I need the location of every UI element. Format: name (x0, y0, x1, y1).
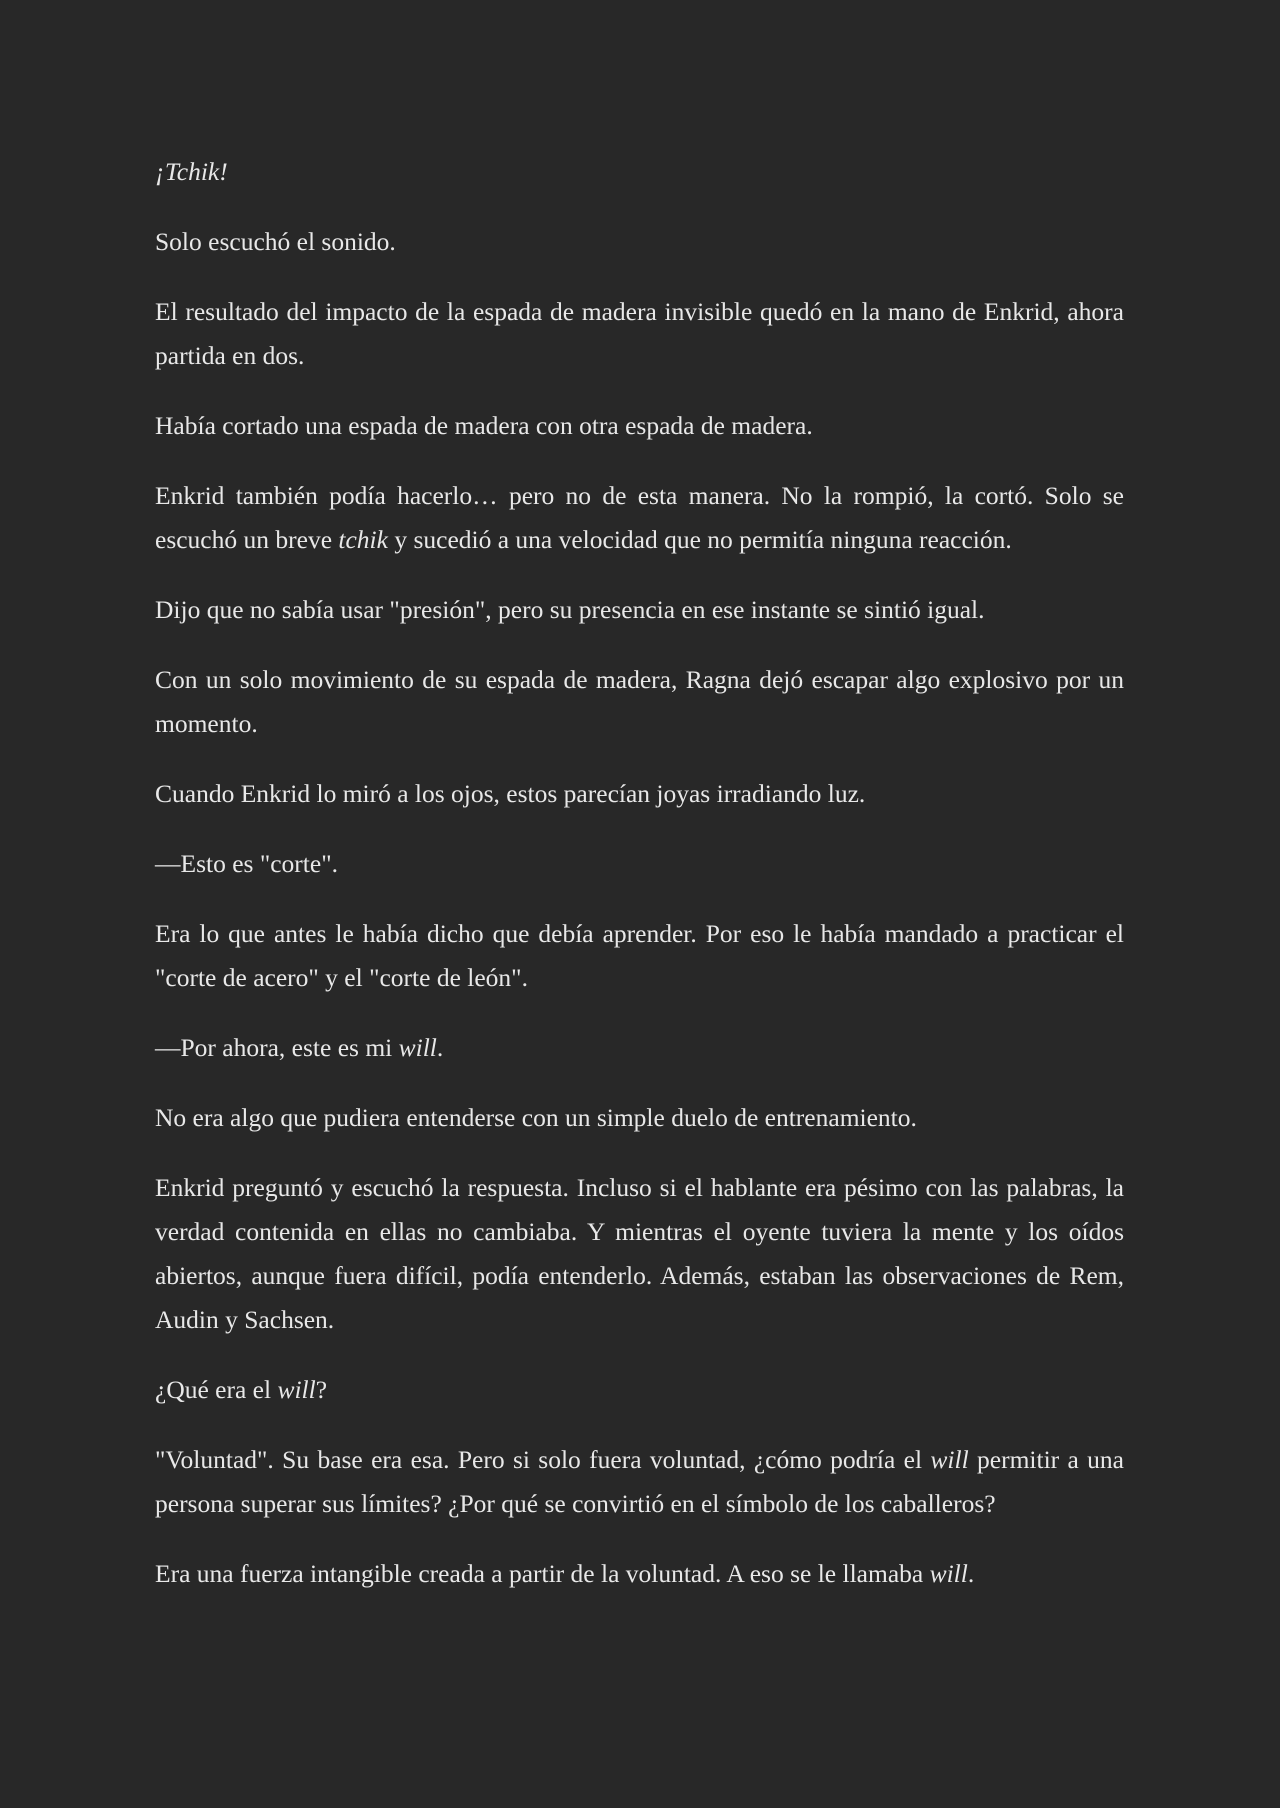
paragraph-text: Era lo que antes le había dicho que debía aprender. Por eso le había mandado a practicar el "corte de acero" y el "corte de león". (155, 919, 1124, 992)
paragraph-text: No era algo que pudiera entenderse con un simple duelo de entrenamiento. (155, 1103, 917, 1132)
paragraph-text: "Voluntad". Su base era esa. Pero si solo fuera voluntad, ¿cómo podría el (155, 1445, 931, 1474)
emphasized-text: will (398, 1033, 437, 1062)
story-paragraph (155, 1026, 1124, 1070)
emphasized-text: ¡Tchik! (155, 157, 228, 186)
story-paragraph (155, 1368, 1124, 1412)
paragraph-text: Había cortado una espada de madera con otra espada de madera. (155, 411, 813, 440)
story-paragraph (155, 290, 1124, 378)
chapter-text (155, 150, 1124, 1622)
story-paragraph (155, 772, 1124, 816)
story-paragraph (155, 1096, 1124, 1140)
emphasized-text: will (277, 1375, 316, 1404)
paragraph-text: y sucedió a una velocidad que no permitía ninguna reacción. (387, 525, 1012, 554)
paragraph-text: El resultado del impacto de la espada de madera invisible quedó en la mano de Enkrid, ahora partida en dos. (155, 297, 1124, 370)
emphasized-text: will (930, 1445, 969, 1474)
story-paragraph (155, 474, 1124, 562)
paragraph-text: —Esto es "corte". (155, 849, 338, 878)
paragraph-text: permitir a una persona superar sus límites? ¿Por qué se convirtió en el símbolo de los caballeros? (155, 1445, 1124, 1518)
story-paragraph (155, 150, 1124, 194)
paragraph-text: Con un solo movimiento de su espada de madera, Ragna dejó escapar algo explosivo por un momento. (155, 665, 1124, 738)
story-paragraph (155, 220, 1124, 264)
paragraph-text: ¿Qué era el (155, 1375, 278, 1404)
emphasized-text: tchik (338, 525, 388, 554)
story-paragraph (155, 912, 1124, 1000)
emphasized-text: will (929, 1559, 968, 1588)
paragraph-text: . (436, 1033, 444, 1062)
paragraph-text: Solo escuchó el sonido. (155, 227, 396, 256)
paragraph-text: —Por ahora, este es mi (155, 1033, 399, 1062)
story-paragraph (155, 1438, 1124, 1526)
paragraph-text: Enkrid también podía hacerlo… pero no de esta manera. No la rompió, la cortó. Solo se escuchó un breve (155, 481, 1124, 554)
paragraph-text: Dijo que no sabía usar "presión", pero su presencia en ese instante se sintió igual. (155, 595, 985, 624)
paragraph-text: Enkrid preguntó y escuchó la respuesta. Incluso si el hablante era pésimo con las palabras, la verdad contenida en ellas no cambiaba. Y mientras el oyente tuviera la mente y los oídos abiertos, aunque fuera difícil, podía entenderlo. Además, estaban las observaciones de Rem, Audin y Sachsen. (155, 1173, 1124, 1334)
story-paragraph (155, 842, 1124, 886)
story-paragraph (155, 658, 1124, 746)
paragraph-text: ? (315, 1375, 328, 1404)
story-paragraph (155, 588, 1124, 632)
story-paragraph (155, 1166, 1124, 1342)
paragraph-text: . (967, 1559, 975, 1588)
paragraph-text: Era una fuerza intangible creada a partir de la voluntad. A eso se le llamaba (155, 1559, 930, 1588)
story-paragraph (155, 1552, 1124, 1596)
paragraph-text: Cuando Enkrid lo miró a los ojos, estos parecían joyas irradiando luz. (155, 779, 866, 808)
story-paragraph (155, 404, 1124, 448)
